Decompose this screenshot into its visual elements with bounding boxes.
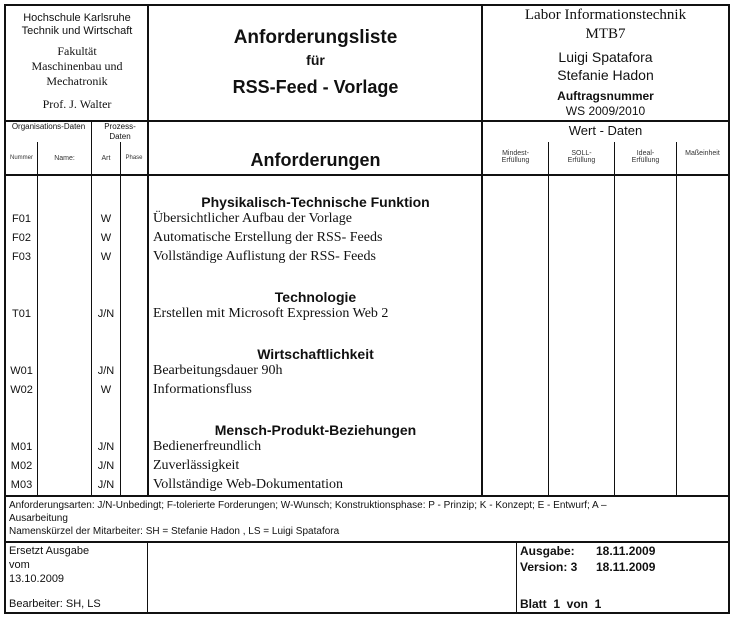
- divider: [4, 495, 730, 497]
- requirement-text: Erstellen mit Microsoft Expression Web 2: [153, 306, 389, 321]
- issue: Ausgabe: 18.11.2009: [520, 544, 656, 558]
- legend-notes: Anforderungsarten: J/N-Unbedingt; F-tolerierte Forderungen; W-Wunsch; Konstruktionsphase: P - Prinzip; K - Konzept; E - Entwurf; A – Ausarbeitung Namenskürzel der Mitarbeiter: SH = Stefanie Hadon , LS = Luigi Spatafora: [9, 500, 607, 537]
- requirement-type: W: [100, 384, 112, 396]
- number-header: Nummer: [9, 155, 33, 161]
- order-label: Auftragsnummer: [557, 89, 654, 103]
- order-value: WS 2009/2010: [565, 104, 646, 118]
- requirement-type: W: [100, 213, 112, 225]
- process-data-header: Prozess-Daten: [104, 122, 136, 141]
- authors: Luigi Spatafora Stefanie Hadon: [557, 49, 654, 83]
- document-title: Anforderungsliste: [233, 27, 398, 48]
- requirement-text: Informationsfluss: [153, 382, 252, 397]
- lab-info: Labor Informationstechnik MTB7: [524, 7, 687, 42]
- requirement-type: J/N: [97, 365, 115, 377]
- border: [728, 4, 730, 614]
- phase-header: Phase: [125, 155, 143, 161]
- section-heading: Physikalisch-Technische Funktion: [201, 194, 430, 210]
- requirement-number: F02: [12, 232, 31, 244]
- divider: [4, 174, 730, 176]
- requirement-number: M03: [10, 479, 33, 491]
- target-header: SOLL-Erfüllung: [567, 150, 596, 164]
- requirement-number: F03: [12, 251, 31, 263]
- requirement-text: Zuverlässigkeit: [153, 458, 240, 473]
- requirement-text: Übersichtlicher Aufbau der Vorlage: [153, 211, 352, 226]
- requirement-type: J/N: [97, 460, 115, 472]
- requirement-text: Automatische Erstellung der RSS- Feeds: [153, 230, 383, 245]
- value-data-header: Wert - Daten: [568, 123, 643, 138]
- requirement-text: Vollständige Web-Dokumentation: [153, 477, 344, 492]
- professor: Prof. J. Walter: [42, 97, 112, 111]
- requirement-type: J/N: [97, 441, 115, 453]
- name-header: Name:: [54, 155, 75, 162]
- type-header: Art: [101, 155, 111, 162]
- editor: Bearbeiter: SH, LS: [9, 598, 101, 610]
- requirement-type: J/N: [97, 479, 115, 491]
- requirement-number: T01: [12, 308, 31, 320]
- requirement-number: F01: [12, 213, 31, 225]
- title-for: für: [306, 52, 325, 68]
- unit-header: Maßeinheit: [685, 150, 720, 157]
- divider: [516, 541, 517, 613]
- divider: [4, 541, 730, 543]
- requirement-number: M02: [10, 460, 33, 472]
- section-heading: Technologie: [274, 289, 357, 305]
- requirement-number: M01: [10, 441, 33, 453]
- requirement-type: W: [100, 232, 112, 244]
- requirement-text: Bearbeitungsdauer 90h: [153, 363, 283, 378]
- sheet-number: Blatt 1 von 1: [520, 597, 602, 611]
- org-data-header: Organisations-Daten: [11, 122, 86, 131]
- replaces-info: Ersetzt Ausgabe vom 13.10.2009: [9, 545, 90, 585]
- requirement-type: W: [100, 251, 112, 263]
- border: [4, 612, 730, 614]
- section-heading: Wirtschaftlichkeit: [257, 346, 374, 362]
- min-header: Mindest-Erfüllung: [501, 150, 530, 164]
- divider: [147, 541, 148, 613]
- section-heading: Mensch-Produkt-Beziehungen: [214, 422, 417, 438]
- ideal-header: Ideal-Erfüllung: [631, 150, 660, 164]
- requirement-text: Vollständige Auflistung der RSS- Feeds: [153, 249, 376, 264]
- requirement-number: W01: [10, 365, 33, 377]
- requirements-header: Anforderungen: [250, 150, 381, 170]
- faculty: Fakultät Maschinenbau und Mechatronik: [31, 44, 123, 88]
- version: Version: 3 18.11.2009: [520, 560, 656, 574]
- requirement-type: J/N: [97, 308, 115, 320]
- document-subject: RSS-Feed - Vorlage: [232, 77, 399, 97]
- school-name: Hochschule Karlsruhe Technik und Wirtschaft: [21, 12, 133, 37]
- requirement-number: W02: [10, 384, 33, 396]
- requirement-text: Bedienerfreundlich: [153, 439, 262, 454]
